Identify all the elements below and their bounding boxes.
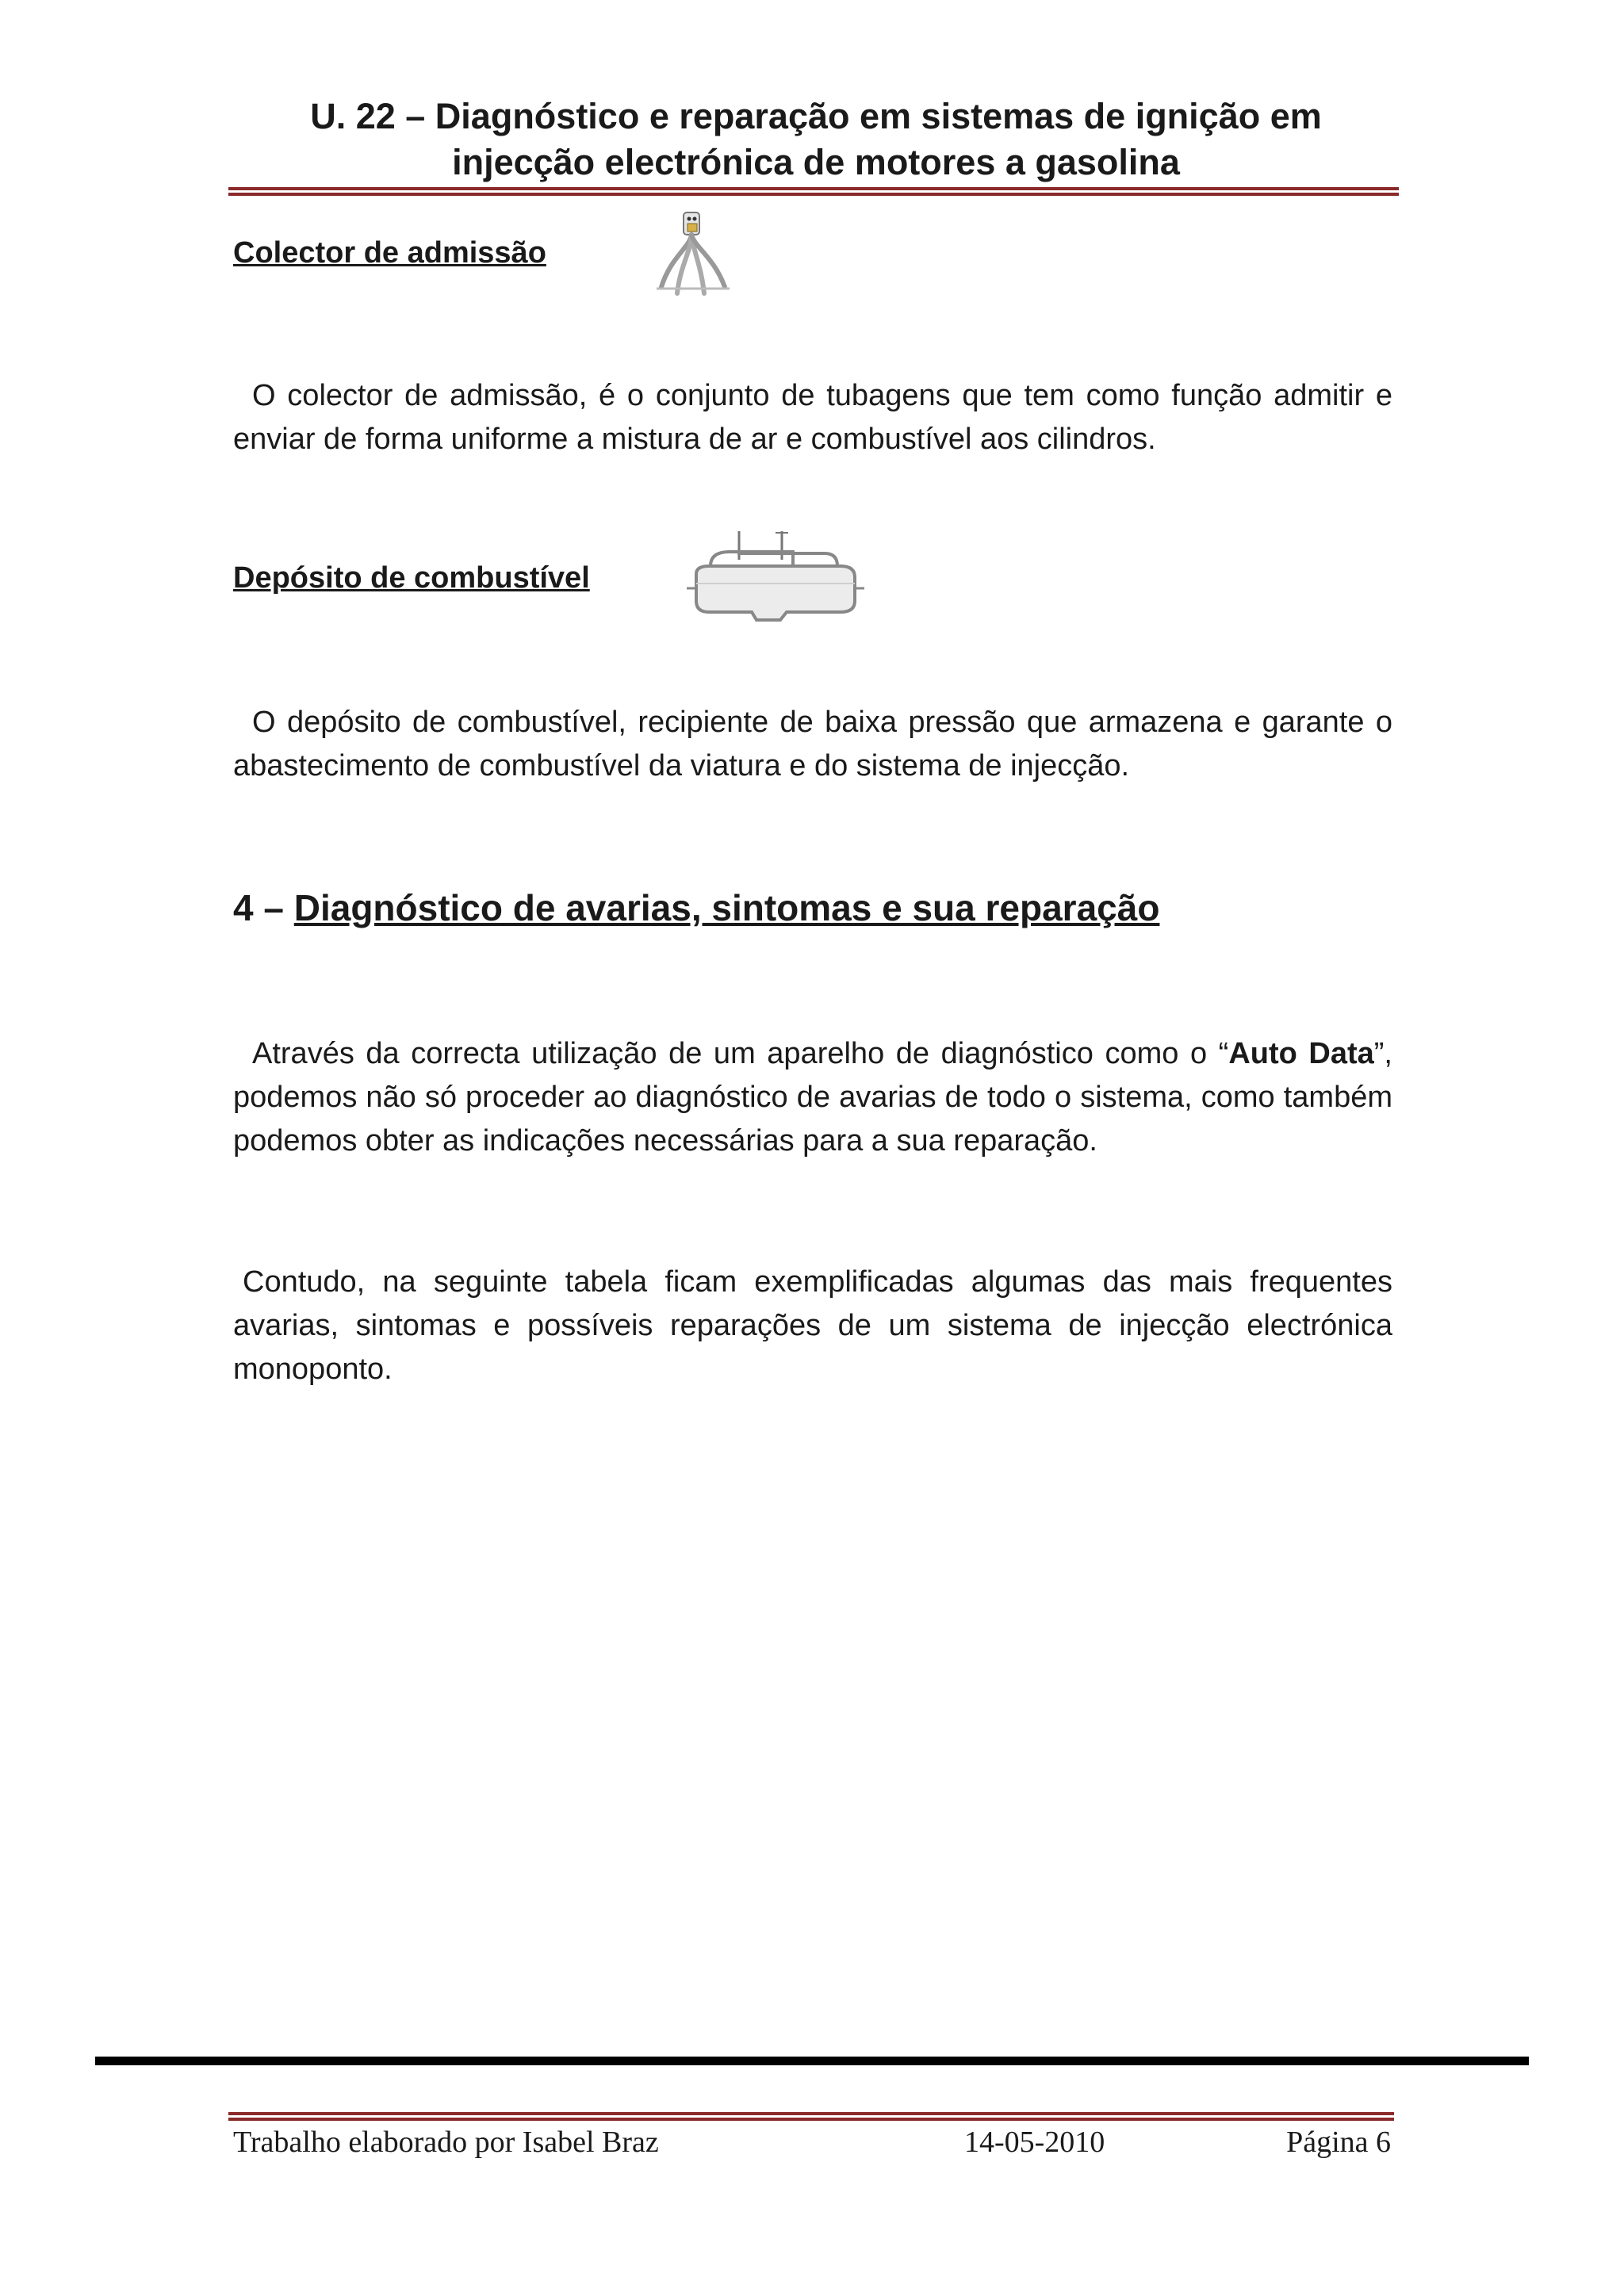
page-title-line-2: injecção electrónica de motores a gasolina [452, 142, 1180, 182]
section-title-diagnostico [233, 886, 1159, 929]
fuel-tank-image [682, 525, 869, 628]
paragraph-colector: O colector de admissão, é o conjunto de tubagens que tem como função admitir e enviar de forma uniforme a mistura de ar e combustível aos cilindros. [233, 379, 1392, 456]
paragraph-tabela: Contudo, na seguinte tabela ficam exemplificadas algumas das mais frequentes avarias, sintomas e possíveis reparações de um sistema de injecção electrónica monoponto. [233, 1265, 1392, 1386]
paragraph-auto-data: Através da correcta utilização de um aparelho de diagnóstico como o “Auto Data”, podemos não só proceder ao diagnóstico de avarias de todo o sistema, como também podemos obter as indicações necessárias para a sua reparação. [233, 1037, 1392, 1158]
heading-colector-admissao: Colector de admissão [233, 236, 546, 270]
intake-manifold-image [649, 208, 737, 303]
section-number: 4 – [233, 887, 284, 928]
heading-deposito-combustivel: Depósito de combustível [233, 561, 590, 595]
page-title [233, 94, 1399, 186]
footer [233, 2125, 1394, 2169]
page-title-line-1: U. 22 – Diagnóstico e reparação em sistemas de ignição em [310, 96, 1322, 136]
footer-page-number: Página 6 [1286, 2126, 1391, 2159]
header-rule [228, 187, 1399, 196]
footer-author: Trabalho elaborado por Isabel Braz [233, 2126, 659, 2159]
auto-data-bold: Auto Data [1228, 1037, 1374, 1070]
footer-thick-rule [95, 2057, 1529, 2065]
footer-rule [228, 2112, 1394, 2121]
paragraph-deposito: O depósito de combustível, recipiente de baixa pressão que armazena e garante o abastecimento de combustível da viatura e do sistema de injecção. [233, 706, 1392, 783]
footer-date: 14-05-2010 [964, 2126, 1105, 2159]
section-title-text: Diagnóstico de avarias, sintomas e sua reparação [293, 887, 1160, 928]
